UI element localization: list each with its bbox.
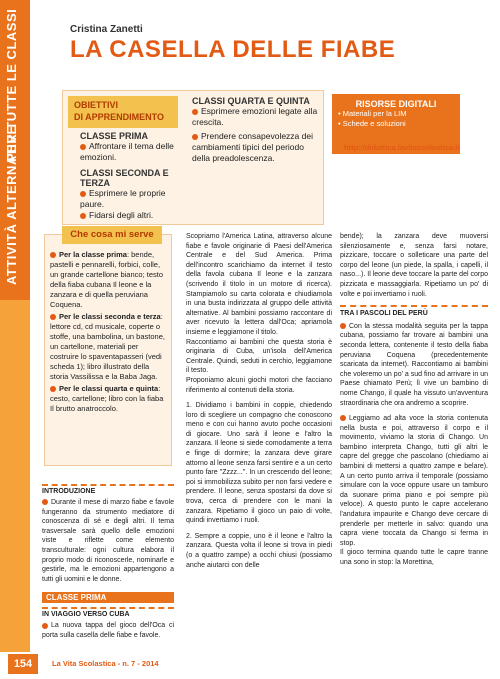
page-title: LA CASELLA DELLE FIABE xyxy=(70,36,396,63)
cuba-text: La nuova tappa del gioco dell'Oca ci porta sulla casella delle fiabe e favole. xyxy=(42,622,174,639)
quarta-title: CLASSI QUARTA E QUINTA xyxy=(192,96,310,106)
author: Cristina Zanetti xyxy=(70,24,143,35)
col3-paragraph: Il gioco termina quando tutte le capre tranne una sono in stop: la Morettina, xyxy=(340,549,488,566)
objectives-heading-line2: DI APPRENDIMENTO xyxy=(74,112,165,122)
intro-text: Durante il mese di marzo fiabe e favole fungeranno da strumento mediatore di conoscenza di sé e degli altri. Il tema trasversale sarà quello delle emozioni viste e riflette come elemento transculturale: ogni cultura elabora il proprio modo di riconoscerle, nominarle e gestirle, ma le emozioni appartengono a tutti gli uomini e le donne. xyxy=(42,499,174,583)
col2-paragraph: Proponiamo alcuni giochi motori che facciano riferimento al contenuti della storia. xyxy=(186,376,332,394)
bullet-icon xyxy=(42,499,48,505)
bullet-icon xyxy=(80,144,86,150)
intro-heading: INTRODUZIONE xyxy=(42,484,174,495)
resources-link[interactable]: http://didattica.lavitascolastica.it xyxy=(344,143,460,152)
bullet-icon xyxy=(50,314,56,320)
objectives-heading-line1: OBIETTIVI xyxy=(74,100,119,110)
column-1 xyxy=(42,484,174,641)
quarta-item: Prendere consapevolezza dei cambiamenti tipici del periodo della preadolescenza. xyxy=(192,131,313,163)
seconda-title: CLASSI SECONDA E TERZA xyxy=(80,168,169,188)
quarta-item: Esprimere emozioni legate alla crescita. xyxy=(192,106,318,127)
digital-resources-title: RISORSE DIGITALI xyxy=(355,99,437,109)
peru-subheading: TRA I PASCOLI DEL PERÙ xyxy=(340,305,488,319)
materials-prima: Per la classe prima: bende, pastelli e pennarelli, forbici, colle, un grande cartellone bianco; testo della fiaba cubana Il leone e la zanzara e di quella peruviana Coquena. xyxy=(50,250,163,309)
materials-heading: Che cosa mi serve xyxy=(62,226,162,244)
side-label-classes: PER TUTTE LE CLASSI xyxy=(4,8,19,162)
materials-quarta: Per le classi quarta e quinta: cesto, cartellone; libro con la fiaba Il brutto anatroccolo. xyxy=(50,384,164,413)
digital-resource-item: • Materiali per la LIM xyxy=(338,109,407,118)
page-number: 154 xyxy=(8,654,38,674)
bullet-icon xyxy=(50,386,56,392)
prima-item: Affrontare il tema delle emozioni. xyxy=(80,141,174,162)
bullet-icon xyxy=(192,109,198,115)
col2-paragraph: Raccontiamo ai bambini che questa storia è originaria di Cuba, un'isola dell'America Centrale. Quindi, seduti in cerchio, leggiamone il testo. xyxy=(186,338,332,375)
materials-text xyxy=(50,250,168,414)
col3-paragraph: Con la stessa modalità seguita per la tappa cubana, possiamo far trovare ai bambini una seconda lettera, contenente il testo della fiaba peruviana Coquena (precedentemente scaricata da internet). Raccontiamo ai bambini che voleremo un po' a sud fino ad arrivare in un Paese chiamato Perù; lì vive un bambino di nome Chango, il quale ha vissuto un'avventura straordinaria che ora andremo a scoprire. xyxy=(340,322,488,407)
digital-resource-item: • Schede e soluzioni xyxy=(338,119,406,128)
side-label-activities: ATTIVITÀ ALTERNATIVE xyxy=(4,125,19,285)
objectives-heading xyxy=(68,96,178,128)
magazine-name: La Vita Scolastica - n. 7 - 2014 xyxy=(52,659,159,668)
col3-paragraph: Leggiamo ad alta voce la storia contenuta nella busta e poi, attraverso il corpo e il movimento, viviamo la storia di Chango. Un bambino interpreta Chango, tutti gli altri le capre del gregge che pascolano (chiediamo ai bambini di mettersi a quattro zampe e belare). A un certo punto arriva il temporale (possiamo simulare con la voce oppure usare un tamburo da suonare prima piano e poi sempre più veloce). A questo punto le capre accelerano l'andatura impaurite e Chango deve cercare di prenderle per metterle in salvo: quando una capra viene toccata da Chango si ferma in stop. xyxy=(340,415,488,547)
bullet-icon xyxy=(50,252,56,258)
bullet-icon xyxy=(80,191,86,197)
side-tab-bottom xyxy=(0,300,30,679)
bullet-icon xyxy=(340,323,346,329)
materials-seconda: Per le classi seconda e terza: lettore cd, cd musicale, coperte o stoffe, una bambolina, un bastone, un cartellone, materiali per costruire lo spaventapasseri (vedi scheda 1); libro illustrato della storia Vassilissa e la Baba Jaga. xyxy=(50,312,165,381)
classe-prima-bar: CLASSE PRIMA xyxy=(42,592,174,603)
bullet-icon xyxy=(80,213,86,219)
col2-paragraph: 1. Dividiamo i bambini in coppie, chiedendo loro di scegliere un compagno che conoscono meno e con cui hanno avuto poche occasioni di giocare. Uno sarà il leone e l'altro la zanzara. Il leone si siede comodamente a terra e finge di dormire; la zanzara deve girare attorno al leone senza farsi sentire e a un certo punto fare "Zzzz...". In un crescendo del leone; poi si immobilizza subito per non farsi vedere e prendere. Il leone, senza spostarsi da dove si trova, cerca di prendere con le mani la zanzara. Ripetiamo il gioco un paio di volte, quindi invertiamo i ruoli. xyxy=(186,402,332,525)
column-2 xyxy=(186,232,332,570)
col3-paragraph: bende); la zanzara deve muoversi silenziosamente e, senza farsi notare, pizzicare, toccare o solleticare una parte del corpo del leone (un piede, la spalla, i capelli, il naso...). Il leone deve toccare la parte del corpo pizzicata e massaggiarla. Ripetiamo un po' di volte e poi invertiamo i ruoli. xyxy=(340,233,488,298)
bullet-icon xyxy=(42,623,48,629)
column-3 xyxy=(340,232,488,568)
seconda-item: Esprimere le proprie paure. xyxy=(80,188,166,209)
cuba-subheading: IN VIAGGIO VERSO CUBA xyxy=(42,607,174,618)
seconda-item: Fidarsi degli altri. xyxy=(80,210,190,221)
bullet-icon xyxy=(340,415,346,421)
prima-title: CLASSE PRIMA xyxy=(80,131,149,141)
objectives-col1 xyxy=(80,131,190,221)
objectives-col2 xyxy=(192,96,320,164)
bullet-icon xyxy=(192,134,198,140)
col2-paragraph: 2. Sempre a coppie, uno è il leone e l'altro la zanzara. Questa volta il leone si trova in piedi (o a quattro zampe) a occhi chiusi (possiamo anche aiutarci con delle xyxy=(186,532,332,569)
col2-paragraph: Scopriamo l'America Latina, attraverso alcune fiabe e favole originarie di Paesi dell'America Centrale e del Sud America. Prima dell'incontro scarichiamo da internet il testo della favola cubana Il leone e la zanzara (scrivendo il titolo in un motore di ricerca). Stampiamolo su carta colorata e chiudiamola in una busta indirizzata al gruppo delle attività alternative. Al bambini possiamo raccontare di aver ricevuto la lettera dall'Oca; apriamola insieme e leggiamone il titolo. xyxy=(186,233,332,336)
